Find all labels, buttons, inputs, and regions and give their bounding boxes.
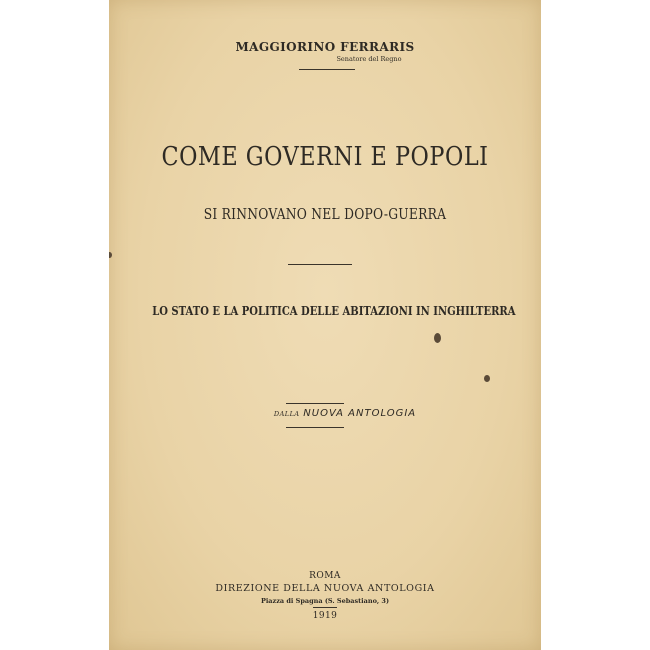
main-title: COME GOVERNI E POPOLI bbox=[161, 142, 489, 172]
author-name: MAGGIORINO FERRARIS bbox=[235, 40, 415, 54]
section-title: LO STATO E LA POLITICA DELLE ABITAZIONI IN INGHILTERRA bbox=[152, 303, 516, 318]
source-rule-top bbox=[286, 403, 344, 404]
author-rule bbox=[299, 69, 355, 70]
title-page bbox=[109, 0, 541, 650]
subtitle: SI RINNOVANO NEL DOPO-GUERRA bbox=[203, 205, 447, 223]
imprint-rule bbox=[313, 607, 337, 608]
imprint-city: ROMA bbox=[309, 571, 341, 581]
source-journal: NUOVA ANTOLOGIA bbox=[303, 408, 417, 419]
imprint-address: Piazza di Spagna (S. Sebastiano, 3) bbox=[260, 597, 390, 605]
source-rule-bottom bbox=[286, 427, 344, 428]
imprint-year: 1919 bbox=[312, 611, 338, 621]
imprint-publisher: DIREZIONE DELLA NUOVA ANTOLOGIA bbox=[215, 583, 435, 594]
ink-spot bbox=[434, 333, 441, 343]
title-divider bbox=[288, 264, 352, 265]
source-prefix: DALLA bbox=[273, 410, 300, 418]
author-title: Senatore del Regno bbox=[336, 55, 402, 63]
source-line bbox=[129, 408, 541, 419]
ink-spot bbox=[109, 252, 112, 258]
ink-spot bbox=[484, 375, 490, 382]
